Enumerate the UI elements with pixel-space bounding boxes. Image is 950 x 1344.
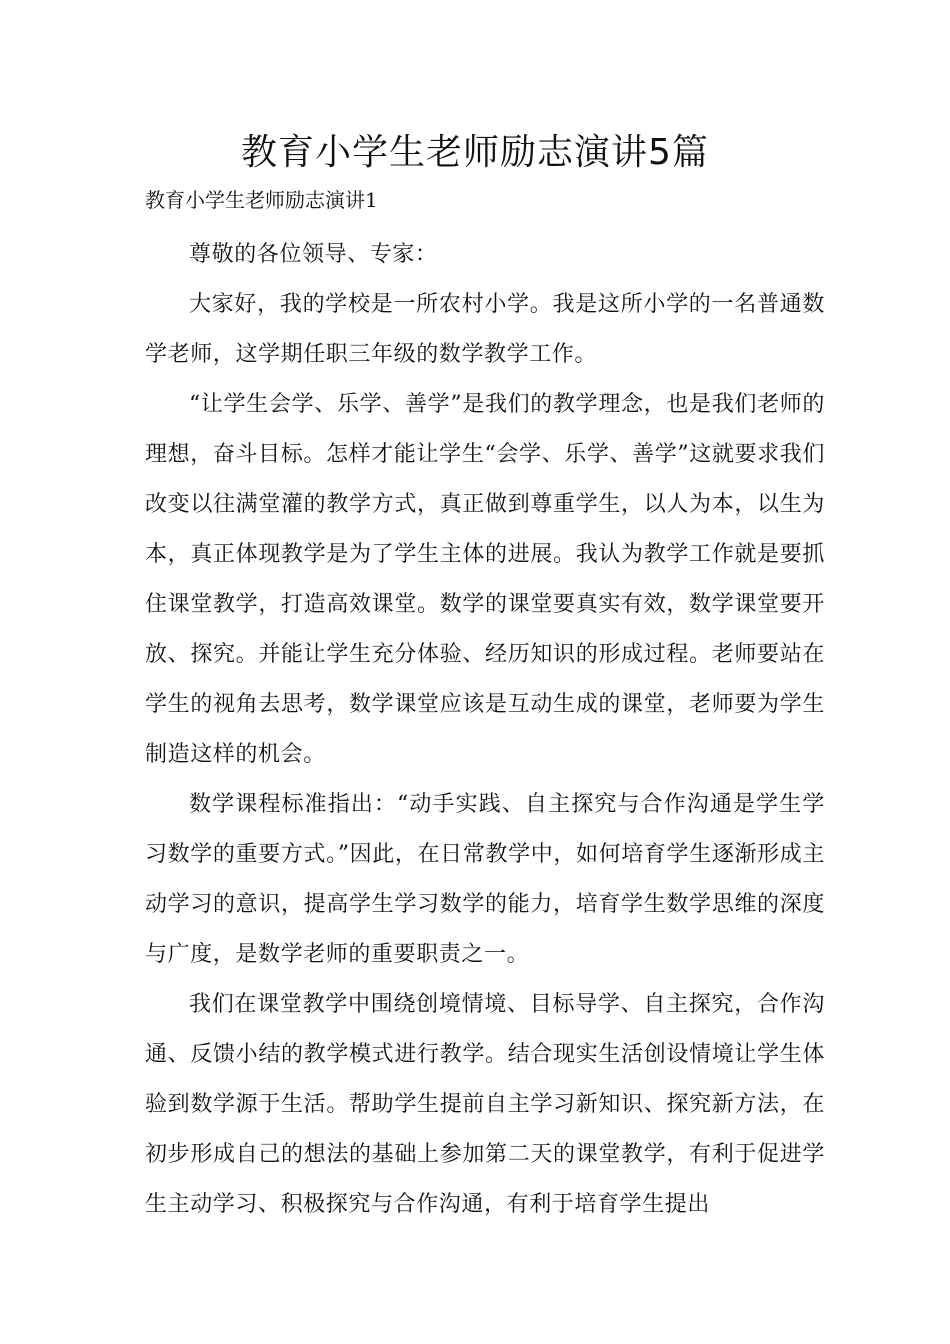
paragraph-salutation: 尊敬的各位领导、专家： xyxy=(189,242,438,267)
document-body xyxy=(145,230,825,1230)
section-heading: 教育小学生老师励志演讲1 xyxy=(145,188,378,212)
paragraph-introduction: 大家好，我的学校是一所农村小学。我是这所小学的一名普通数学老师，这学期任职三年级的数学教学工作。 xyxy=(145,292,825,367)
document-title: 教育小学生老师励志演讲5篇 xyxy=(241,132,709,173)
paragraph-teaching-model: 我们在课堂教学中围绕创境情境、目标导学、自主探究，合作沟通、反馈小结的教学模式进行教学。结合现实生活创设情境让学生体验到数学源于生活。帮助学生提前自主学习新知识、探究新方法，在初步形成自己的想法的基础上参加第二天的课堂教学，有利于促进学生主动学习、积极探究与合作沟通，有利于培育学生提出 xyxy=(145,992,825,1217)
paragraph-curriculum-standard: 数学课程标准指出：“动手实践、自主探究与合作沟通是学生学习数学的重要方式。”因此，在日常教学中，如何培育学生逐渐形成主动学习的意识，提高学生学习数学的能力，培育学生数学思维的深度与广度，是数学老师的重要职责之一。 xyxy=(145,792,825,967)
paragraph-teaching-philosophy: “让学生会学、乐学、善学”是我们的教学理念，也是我们老师的理想，奋斗目标。怎样才能让学生“会学、乐学、善学”这就要求我们改变以往满堂灌的教学方式，真正做到尊重学生，以人为本，以生为本，真正体现教学是为了学生主体的进展。我认为教学工作就是要抓住课堂教学，打造高效课堂。数学的课堂要真实有效，数学课堂要开放、探究。并能让学生充分体验、经历知识的形成过程。老师要站在学生的视角去思考，数学课堂应该是互动生成的课堂，老师要为学生制造这样的机会。 xyxy=(145,392,825,767)
